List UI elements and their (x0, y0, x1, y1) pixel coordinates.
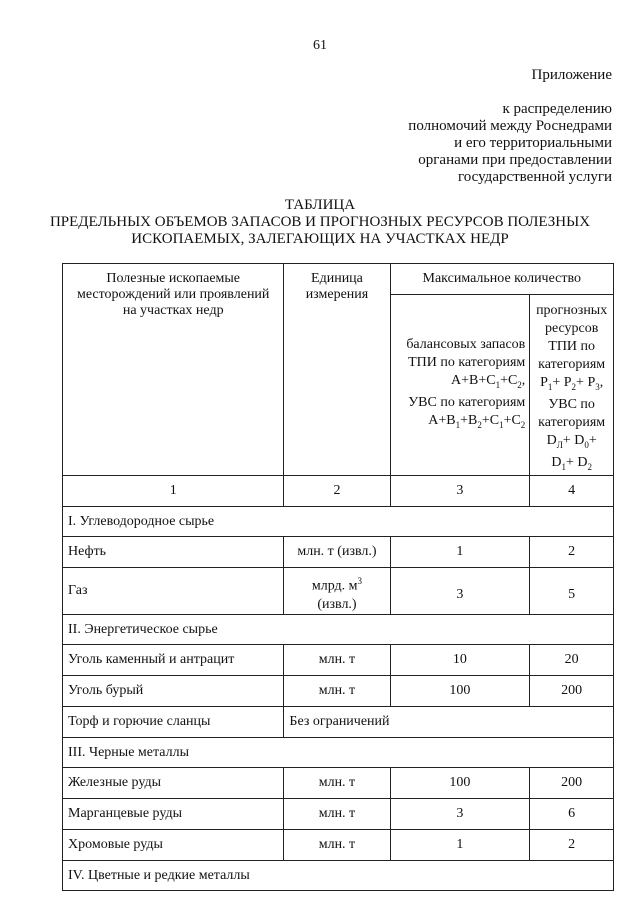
header-max-quantity: Максимальное количество (390, 264, 613, 295)
unit-cell: млн. т (284, 830, 390, 861)
value-balance: 100 (390, 768, 530, 799)
unit-cell: млн. т (284, 645, 390, 676)
unit-cell: млн. т (извл.) (284, 537, 390, 568)
table-row (63, 676, 614, 707)
appendix-line: к распределению (502, 101, 612, 117)
appendix-line: и его территориальными (454, 135, 612, 151)
table-row (63, 645, 614, 676)
unit-cell: млн. т (284, 799, 390, 830)
value-balance: 1 (390, 537, 530, 568)
unit-cell: млн. т (284, 768, 390, 799)
reserves-table (62, 263, 614, 891)
mineral-name: Торф и горючие сланцы (63, 707, 284, 738)
column-number: 1 (63, 476, 284, 507)
value-forecast: 2 (530, 830, 614, 861)
categories-hydrocarbon: $A+B_1+B_2+C_1+C_2$ (428, 413, 526, 430)
value-balance: 3 (390, 799, 530, 830)
value-forecast: 200 (530, 768, 614, 799)
section-row (63, 615, 614, 645)
value-balance: 100 (390, 676, 530, 707)
unit-cell: млрд. $м^3$ (извл.) (284, 568, 390, 615)
table-title-line: ТАБЛИЦА (284, 197, 356, 213)
section-row (63, 738, 614, 768)
section-row (63, 507, 614, 537)
section-title: II. Энергетическое сырье (63, 615, 614, 645)
appendix-text (408, 101, 612, 186)
value-forecast: 20 (530, 645, 614, 676)
categories-d: $D_Л+ D_0+$ (546, 432, 597, 450)
mineral-name: Нефть (63, 537, 284, 568)
section-title: III. Черные металлы (63, 738, 614, 768)
mineral-name: Хромовые руды (63, 830, 284, 861)
categories-abc: $A+B+C_1+C_2$, (450, 373, 526, 391)
table-title (0, 197, 640, 248)
appendix-line: органами при предоставлении (418, 152, 612, 168)
mineral-name: Уголь каменный и антрацит (63, 645, 284, 676)
value-forecast: 6 (530, 799, 614, 830)
value-forecast: 2 (530, 537, 614, 568)
section-title: I. Углеводородное сырье (63, 507, 614, 537)
value-balance: 1 (390, 830, 530, 861)
table-header-row (63, 264, 614, 295)
appendix-line: государственной услуги (458, 169, 612, 185)
table-title-line: ПРЕДЕЛЬНЫХ ОБЪЕМОВ ЗАПАСОВ И ПРОГНОЗНЫХ РЕСУРСОВ ПОЛЕЗНЫХ (49, 214, 591, 230)
table-row (63, 568, 614, 615)
unit-cell: Без ограничений (284, 707, 614, 738)
column-number: 2 (284, 476, 390, 507)
column-number: 4 (530, 476, 614, 507)
page-number: 61 (313, 38, 327, 53)
value-balance: 10 (390, 645, 530, 676)
column-number-row (63, 476, 614, 507)
section-title: IV. Цветные и редкие металлы (63, 861, 614, 891)
header-minerals: Полезные ископаемые месторождений или проявлений на участках недр (63, 264, 284, 476)
value-forecast: 200 (530, 676, 614, 707)
table-row (63, 799, 614, 830)
header-forecast-resources: прогнозных ресурсов ТПИ по категориям $P_1+ P_2+ P_3$, УВС по категориям $D_Л+ D_0+$ $D_1+ D_2$ (530, 295, 614, 476)
appendix-line: полномочий между Роснедрами (408, 118, 612, 134)
appendix-title: Приложение (531, 67, 612, 83)
unit-cell: млн. т (284, 676, 390, 707)
header-unit: Единица измерения (284, 264, 390, 476)
table-row (63, 707, 614, 738)
table-title-line: ИСКОПАЕМЫХ, ЗАЛЕГАЮЩИХ НА УЧАСТКАХ НЕДР (131, 231, 509, 247)
header-balance-reserves: балансовых запасов ТПИ по категориям $A+B+C_1+C_2$, УВС по категориям $A+B_1+B_2+C_1+C_2$ (390, 295, 530, 476)
table-row (63, 537, 614, 568)
table-row (63, 768, 614, 799)
value-balance: 3 (390, 568, 530, 615)
section-row (63, 861, 614, 891)
table-row (63, 830, 614, 861)
value-forecast: 5 (530, 568, 614, 615)
mineral-name: Уголь бурый (63, 676, 284, 707)
categories-d2: $D_1+ D_2$ (551, 454, 592, 472)
column-number: 3 (390, 476, 530, 507)
mineral-name: Марганцевые руды (63, 799, 284, 830)
mineral-name: Железные руды (63, 768, 284, 799)
mineral-name: Газ (63, 568, 284, 615)
categories-p: $P_1+ P_2+ P_3$, (540, 375, 604, 392)
